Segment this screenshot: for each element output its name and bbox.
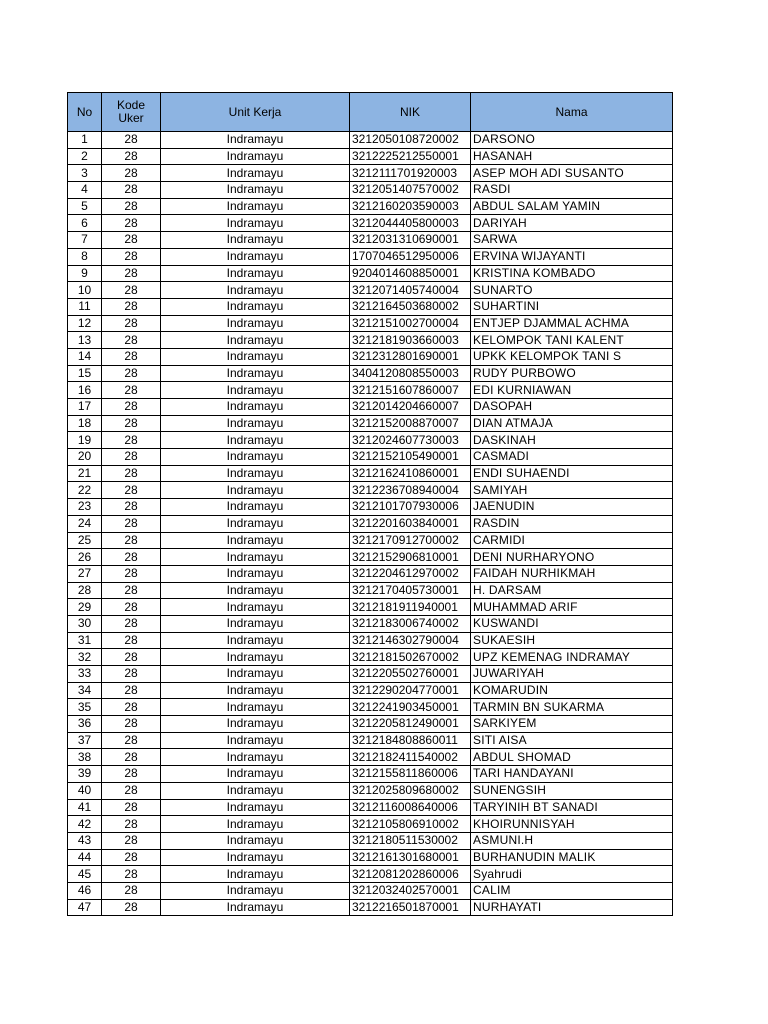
- cell-no: 40: [68, 782, 102, 799]
- cell-kode-uker: 28: [102, 365, 161, 382]
- cell-nik: 3212204612970002: [350, 565, 471, 582]
- cell-nama: KELOMPOK TANI KALENT: [471, 332, 673, 349]
- table-row: [68, 716, 673, 733]
- cell-nama: RUDY PURBOWO: [471, 365, 673, 382]
- table-row: [68, 332, 673, 349]
- cell-unit-kerja: Indramayu: [161, 382, 350, 399]
- cell-nik: 3212170912700002: [350, 532, 471, 549]
- cell-unit-kerja: Indramayu: [161, 298, 350, 315]
- table-row: [68, 565, 673, 582]
- cell-nik: 3212101707930006: [350, 499, 471, 516]
- cell-kode-uker: 28: [102, 799, 161, 816]
- cell-unit-kerja: Indramayu: [161, 215, 350, 232]
- cell-kode-uker: 28: [102, 632, 161, 649]
- cell-no: 20: [68, 449, 102, 466]
- cell-nama: HASANAH: [471, 148, 673, 165]
- cell-nik: 3212044405800003: [350, 215, 471, 232]
- header-row: [68, 93, 673, 132]
- cell-nama: SUKAESIH: [471, 632, 673, 649]
- cell-unit-kerja: Indramayu: [161, 449, 350, 466]
- table-row: [68, 198, 673, 215]
- cell-nik: 3212162410860001: [350, 465, 471, 482]
- table-row: [68, 399, 673, 416]
- table-body: [68, 132, 673, 916]
- cell-kode-uker: 28: [102, 198, 161, 215]
- cell-kode-uker: 28: [102, 232, 161, 249]
- cell-nama: ERVINA WIJAYANTI: [471, 248, 673, 265]
- table-row: [68, 499, 673, 516]
- cell-unit-kerja: Indramayu: [161, 866, 350, 883]
- cell-nama: H. DARSAM: [471, 582, 673, 599]
- table-row: [68, 515, 673, 532]
- cell-unit-kerja: Indramayu: [161, 816, 350, 833]
- cell-nik: 3212170405730001: [350, 582, 471, 599]
- table-row: [68, 899, 673, 916]
- cell-kode-uker: 28: [102, 482, 161, 499]
- cell-nik: 3212290204770001: [350, 682, 471, 699]
- header-unit-kerja: Unit Kerja: [161, 93, 350, 132]
- table-row: [68, 265, 673, 282]
- table-row: [68, 799, 673, 816]
- cell-unit-kerja: Indramayu: [161, 615, 350, 632]
- cell-kode-uker: 28: [102, 132, 161, 149]
- header-no: No: [68, 93, 102, 132]
- cell-nik: 3212151607860007: [350, 382, 471, 399]
- cell-nik: 3212031310690001: [350, 232, 471, 249]
- cell-no: 19: [68, 432, 102, 449]
- cell-kode-uker: 28: [102, 298, 161, 315]
- cell-kode-uker: 28: [102, 165, 161, 182]
- cell-nik: 3212181903660003: [350, 332, 471, 349]
- cell-nik: 3212216501870001: [350, 899, 471, 916]
- cell-unit-kerja: Indramayu: [161, 649, 350, 666]
- cell-nik: 3212116008640006: [350, 799, 471, 816]
- cell-nama: CARMIDI: [471, 532, 673, 549]
- cell-unit-kerja: Indramayu: [161, 716, 350, 733]
- cell-kode-uker: 28: [102, 699, 161, 716]
- cell-nik: 3212146302790004: [350, 632, 471, 649]
- cell-unit-kerja: Indramayu: [161, 248, 350, 265]
- cell-no: 47: [68, 899, 102, 916]
- cell-kode-uker: 28: [102, 332, 161, 349]
- table-row: [68, 298, 673, 315]
- cell-no: 43: [68, 832, 102, 849]
- cell-unit-kerja: Indramayu: [161, 882, 350, 899]
- cell-kode-uker: 28: [102, 148, 161, 165]
- cell-nik: 3212236708940004: [350, 482, 471, 499]
- cell-nama: DARIYAH: [471, 215, 673, 232]
- cell-kode-uker: 28: [102, 282, 161, 299]
- cell-nik: 3212051407570002: [350, 182, 471, 199]
- cell-unit-kerja: Indramayu: [161, 799, 350, 816]
- cell-kode-uker: 28: [102, 565, 161, 582]
- cell-no: 38: [68, 749, 102, 766]
- cell-nama: ABDUL SHOMAD: [471, 749, 673, 766]
- cell-kode-uker: 28: [102, 399, 161, 416]
- table-row: [68, 282, 673, 299]
- cell-no: 34: [68, 682, 102, 699]
- table-row: [68, 649, 673, 666]
- cell-kode-uker: 28: [102, 816, 161, 833]
- cell-no: 3: [68, 165, 102, 182]
- cell-kode-uker: 28: [102, 849, 161, 866]
- table-row: [68, 415, 673, 432]
- cell-nama: FAIDAH NURHIKMAH: [471, 565, 673, 582]
- data-table: [67, 92, 673, 916]
- table-row: [68, 215, 673, 232]
- cell-nama: DASKINAH: [471, 432, 673, 449]
- cell-nama: JUWARIYAH: [471, 666, 673, 683]
- cell-unit-kerja: Indramayu: [161, 132, 350, 149]
- cell-nama: NURHAYATI: [471, 899, 673, 916]
- table-row: [68, 582, 673, 599]
- cell-unit-kerja: Indramayu: [161, 148, 350, 165]
- cell-nik: 3212105806910002: [350, 816, 471, 833]
- cell-kode-uker: 28: [102, 315, 161, 332]
- cell-no: 28: [68, 582, 102, 599]
- table-row: [68, 382, 673, 399]
- cell-nik: 3212183006740002: [350, 615, 471, 632]
- cell-unit-kerja: Indramayu: [161, 198, 350, 215]
- cell-kode-uker: 28: [102, 682, 161, 699]
- cell-nama: UPZ KEMENAG INDRAMAY: [471, 649, 673, 666]
- cell-kode-uker: 28: [102, 449, 161, 466]
- cell-no: 27: [68, 565, 102, 582]
- cell-kode-uker: 28: [102, 382, 161, 399]
- cell-unit-kerja: Indramayu: [161, 899, 350, 916]
- cell-no: 15: [68, 365, 102, 382]
- cell-unit-kerja: Indramayu: [161, 315, 350, 332]
- table-row: [68, 699, 673, 716]
- table-row: [68, 365, 673, 382]
- cell-kode-uker: 28: [102, 515, 161, 532]
- cell-unit-kerja: Indramayu: [161, 415, 350, 432]
- cell-unit-kerja: Indramayu: [161, 482, 350, 499]
- cell-no: 13: [68, 332, 102, 349]
- cell-nama: TARMIN BN SUKARMA: [471, 699, 673, 716]
- cell-nik: 3212164503680002: [350, 298, 471, 315]
- cell-no: 46: [68, 882, 102, 899]
- cell-nik: 3212111701920003: [350, 165, 471, 182]
- header-kode-line1: Kode: [116, 98, 146, 112]
- table-row: [68, 248, 673, 265]
- cell-no: 10: [68, 282, 102, 299]
- cell-nik: 3212032402570001: [350, 882, 471, 899]
- cell-unit-kerja: Indramayu: [161, 265, 350, 282]
- cell-nama: EDI KURNIAWAN: [471, 382, 673, 399]
- table-row: [68, 816, 673, 833]
- cell-no: 36: [68, 716, 102, 733]
- cell-no: 24: [68, 515, 102, 532]
- cell-nik: 3212155811860006: [350, 766, 471, 783]
- cell-unit-kerja: Indramayu: [161, 599, 350, 616]
- cell-nama: BURHANUDIN MALIK: [471, 849, 673, 866]
- cell-kode-uker: 28: [102, 732, 161, 749]
- cell-unit-kerja: Indramayu: [161, 515, 350, 532]
- cell-nama: ENDI SUHAENDI: [471, 465, 673, 482]
- cell-no: 33: [68, 666, 102, 683]
- cell-no: 25: [68, 532, 102, 549]
- cell-nama: MUHAMMAD ARIF: [471, 599, 673, 616]
- cell-nik: 3212152906810001: [350, 549, 471, 566]
- cell-unit-kerja: Indramayu: [161, 832, 350, 849]
- table-row: [68, 348, 673, 365]
- table-row: [68, 632, 673, 649]
- table-row: [68, 749, 673, 766]
- cell-unit-kerja: Indramayu: [161, 699, 350, 716]
- cell-no: 21: [68, 465, 102, 482]
- cell-nik: 3212312801690001: [350, 348, 471, 365]
- cell-nama: SUHARTINI: [471, 298, 673, 315]
- cell-nik: 9204014608850001: [350, 265, 471, 282]
- cell-nama: UPKK KELOMPOK TANI S: [471, 348, 673, 365]
- cell-nik: 3212050108720002: [350, 132, 471, 149]
- cell-kode-uker: 28: [102, 549, 161, 566]
- cell-nama: KOMARUDIN: [471, 682, 673, 699]
- cell-nik: 3212025809680002: [350, 782, 471, 799]
- cell-nama: ASEP MOH ADI SUSANTO: [471, 165, 673, 182]
- cell-nik: 3212152105490001: [350, 449, 471, 466]
- cell-unit-kerja: Indramayu: [161, 165, 350, 182]
- cell-no: 1: [68, 132, 102, 149]
- table-row: [68, 482, 673, 499]
- cell-no: 16: [68, 382, 102, 399]
- cell-no: 8: [68, 248, 102, 265]
- table-row: [68, 165, 673, 182]
- cell-kode-uker: 28: [102, 415, 161, 432]
- cell-no: 22: [68, 482, 102, 499]
- cell-nik: 3212180511530002: [350, 832, 471, 849]
- table-row: [68, 182, 673, 199]
- cell-no: 9: [68, 265, 102, 282]
- cell-unit-kerja: Indramayu: [161, 732, 350, 749]
- cell-no: 44: [68, 849, 102, 866]
- cell-kode-uker: 28: [102, 582, 161, 599]
- cell-nama: JAENUDIN: [471, 499, 673, 516]
- cell-no: 26: [68, 549, 102, 566]
- cell-no: 14: [68, 348, 102, 365]
- cell-unit-kerja: Indramayu: [161, 666, 350, 683]
- cell-kode-uker: 28: [102, 248, 161, 265]
- cell-kode-uker: 28: [102, 532, 161, 549]
- table-row: [68, 732, 673, 749]
- cell-unit-kerja: Indramayu: [161, 399, 350, 416]
- cell-nik: 3212152008870007: [350, 415, 471, 432]
- cell-nik: 3212182411540002: [350, 749, 471, 766]
- cell-no: 42: [68, 816, 102, 833]
- cell-nama: ASMUNI.H: [471, 832, 673, 849]
- header-nik: NIK: [350, 93, 471, 132]
- cell-kode-uker: 28: [102, 499, 161, 516]
- cell-unit-kerja: Indramayu: [161, 766, 350, 783]
- cell-unit-kerja: Indramayu: [161, 432, 350, 449]
- cell-nik: 3212225212550001: [350, 148, 471, 165]
- table-row: [68, 615, 673, 632]
- cell-unit-kerja: Indramayu: [161, 465, 350, 482]
- cell-nik: 3212161301680001: [350, 849, 471, 866]
- cell-kode-uker: 28: [102, 832, 161, 849]
- cell-nama: SARWA: [471, 232, 673, 249]
- header-kode-uker: [102, 93, 161, 132]
- table-row: [68, 866, 673, 883]
- table-row: [68, 232, 673, 249]
- cell-unit-kerja: Indramayu: [161, 582, 350, 599]
- cell-no: 23: [68, 499, 102, 516]
- cell-nama: CALIM: [471, 882, 673, 899]
- table-row: [68, 465, 673, 482]
- cell-nik: 3212081202860006: [350, 866, 471, 883]
- cell-nama: SARKIYEM: [471, 716, 673, 733]
- cell-nama: TARYINIH BT SANADI: [471, 799, 673, 816]
- header-kode-line2: Uker: [118, 111, 144, 125]
- cell-unit-kerja: Indramayu: [161, 682, 350, 699]
- cell-nik: 3212160203590003: [350, 198, 471, 215]
- cell-kode-uker: 28: [102, 265, 161, 282]
- table-row: [68, 432, 673, 449]
- cell-unit-kerja: Indramayu: [161, 332, 350, 349]
- cell-nik: 3212181502670002: [350, 649, 471, 666]
- cell-unit-kerja: Indramayu: [161, 365, 350, 382]
- table-row: [68, 599, 673, 616]
- cell-nik: 3212205502760001: [350, 666, 471, 683]
- cell-nama: DENI NURHARYONO: [471, 549, 673, 566]
- table-row: [68, 148, 673, 165]
- cell-nama: TARI HANDAYANI: [471, 766, 673, 783]
- cell-kode-uker: 28: [102, 432, 161, 449]
- cell-nik: 3212014204660007: [350, 399, 471, 416]
- cell-nama: SAMIYAH: [471, 482, 673, 499]
- header-nama: Nama: [471, 93, 673, 132]
- cell-no: 11: [68, 298, 102, 315]
- table-row: [68, 682, 673, 699]
- cell-no: 4: [68, 182, 102, 199]
- table-row: [68, 782, 673, 799]
- cell-nama: SUNENGSIH: [471, 782, 673, 799]
- cell-no: 29: [68, 599, 102, 616]
- cell-kode-uker: 28: [102, 649, 161, 666]
- cell-nama: ABDUL SALAM YAMIN: [471, 198, 673, 215]
- cell-kode-uker: 28: [102, 749, 161, 766]
- cell-no: 45: [68, 866, 102, 883]
- cell-no: 31: [68, 632, 102, 649]
- cell-unit-kerja: Indramayu: [161, 782, 350, 799]
- cell-no: 6: [68, 215, 102, 232]
- cell-nik: 3212205812490001: [350, 716, 471, 733]
- cell-unit-kerja: Indramayu: [161, 632, 350, 649]
- cell-kode-uker: 28: [102, 215, 161, 232]
- cell-nik: 3212071405740004: [350, 282, 471, 299]
- cell-nama: DIAN ATMAJA: [471, 415, 673, 432]
- cell-unit-kerja: Indramayu: [161, 182, 350, 199]
- cell-kode-uker: 28: [102, 615, 161, 632]
- cell-no: 39: [68, 766, 102, 783]
- cell-kode-uker: 28: [102, 882, 161, 899]
- table-header: [68, 93, 673, 132]
- cell-unit-kerja: Indramayu: [161, 232, 350, 249]
- cell-nama: SITI AISA: [471, 732, 673, 749]
- cell-nama: RASDIN: [471, 515, 673, 532]
- cell-nama: DARSONO: [471, 132, 673, 149]
- cell-kode-uker: 28: [102, 866, 161, 883]
- table-row: [68, 882, 673, 899]
- cell-nama: KUSWANDI: [471, 615, 673, 632]
- cell-kode-uker: 28: [102, 348, 161, 365]
- cell-no: 18: [68, 415, 102, 432]
- table-row: [68, 849, 673, 866]
- cell-kode-uker: 28: [102, 899, 161, 916]
- cell-nama: ENTJEP DJAMMAL ACHMA: [471, 315, 673, 332]
- cell-no: 17: [68, 399, 102, 416]
- table-row: [68, 449, 673, 466]
- cell-nik: 3212201603840001: [350, 515, 471, 532]
- cell-no: 7: [68, 232, 102, 249]
- cell-unit-kerja: Indramayu: [161, 749, 350, 766]
- table-row: [68, 315, 673, 332]
- cell-nik: 3212181911940001: [350, 599, 471, 616]
- cell-unit-kerja: Indramayu: [161, 549, 350, 566]
- table-row: [68, 549, 673, 566]
- cell-unit-kerja: Indramayu: [161, 849, 350, 866]
- cell-unit-kerja: Indramayu: [161, 348, 350, 365]
- cell-unit-kerja: Indramayu: [161, 565, 350, 582]
- table-row: [68, 766, 673, 783]
- cell-kode-uker: 28: [102, 599, 161, 616]
- cell-nama: KHOIRUNNISYAH: [471, 816, 673, 833]
- cell-no: 2: [68, 148, 102, 165]
- cell-kode-uker: 28: [102, 716, 161, 733]
- cell-nama: RASDI: [471, 182, 673, 199]
- table-row: [68, 832, 673, 849]
- cell-no: 35: [68, 699, 102, 716]
- cell-nama: CASMADI: [471, 449, 673, 466]
- cell-nik: 3212241903450001: [350, 699, 471, 716]
- cell-no: 41: [68, 799, 102, 816]
- cell-nik: 3404120808550003: [350, 365, 471, 382]
- cell-no: 32: [68, 649, 102, 666]
- cell-unit-kerja: Indramayu: [161, 499, 350, 516]
- cell-nama: KRISTINA KOMBADO: [471, 265, 673, 282]
- cell-kode-uker: 28: [102, 666, 161, 683]
- table-row: [68, 666, 673, 683]
- cell-nik: 1707046512950006: [350, 248, 471, 265]
- cell-kode-uker: 28: [102, 465, 161, 482]
- cell-kode-uker: 28: [102, 766, 161, 783]
- table-row: [68, 132, 673, 149]
- cell-no: 37: [68, 732, 102, 749]
- cell-unit-kerja: Indramayu: [161, 282, 350, 299]
- cell-nik: 3212151002700004: [350, 315, 471, 332]
- table-row: [68, 532, 673, 549]
- cell-no: 5: [68, 198, 102, 215]
- cell-nik: 3212184808860011: [350, 732, 471, 749]
- cell-unit-kerja: Indramayu: [161, 532, 350, 549]
- cell-no: 12: [68, 315, 102, 332]
- cell-nama: DASOPAH: [471, 399, 673, 416]
- cell-nik: 3212024607730003: [350, 432, 471, 449]
- cell-no: 30: [68, 615, 102, 632]
- cell-nama: Syahrudi: [471, 866, 673, 883]
- cell-kode-uker: 28: [102, 782, 161, 799]
- cell-nama: SUNARTO: [471, 282, 673, 299]
- cell-kode-uker: 28: [102, 182, 161, 199]
